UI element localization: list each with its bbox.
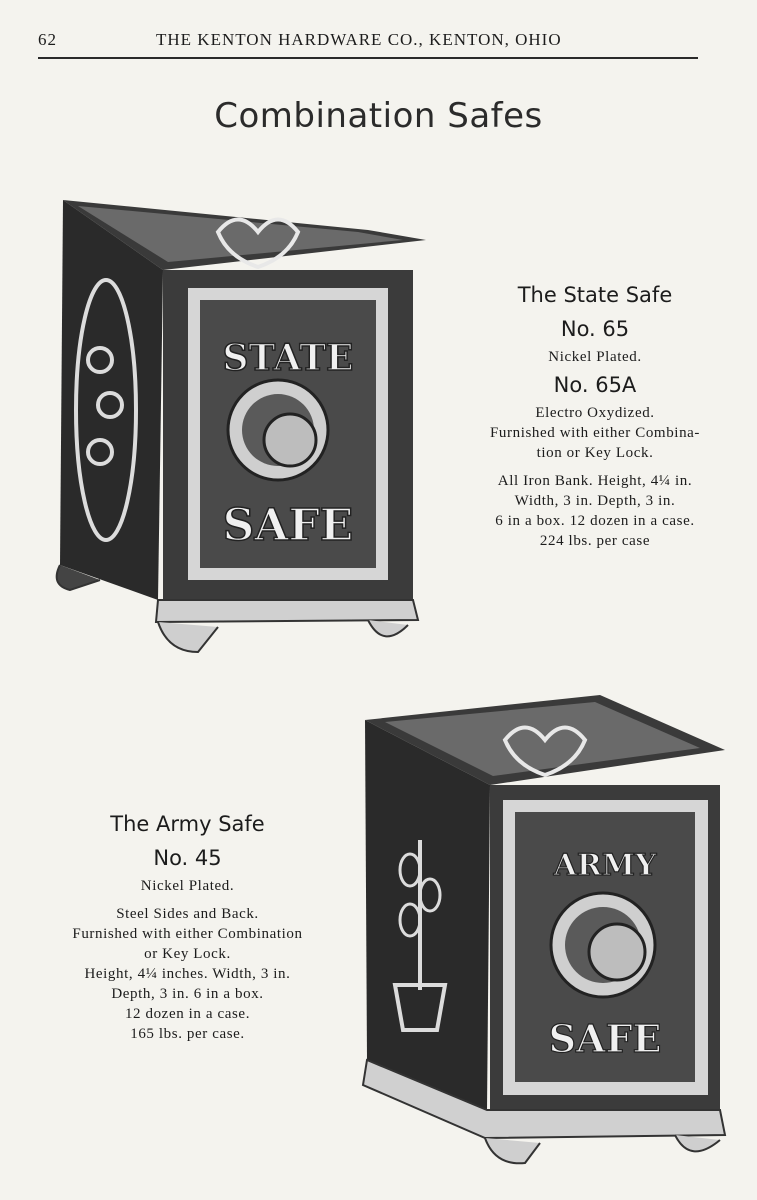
safe-foot-left (485, 1138, 540, 1163)
army-safe-lock-1: Furnished with either Combination (72, 926, 303, 942)
army-safe-spec-4: 165 lbs. per case. (130, 1026, 245, 1042)
header-rule (38, 57, 698, 59)
page-title: Combination Safes (214, 96, 543, 136)
army-safe-number: No. 45 (153, 846, 222, 870)
state-safe-illustration (38, 190, 428, 660)
state-safe-alt-number: No. 65A (553, 373, 637, 397)
safe-foot-right (675, 1135, 720, 1151)
army-safe-lock-2: or Key Lock. (144, 946, 231, 962)
army-safe-illustration (355, 690, 735, 1170)
door-label-top: STATE (222, 337, 354, 379)
safe-base (156, 600, 418, 622)
door-label-top: ARMY (553, 848, 657, 883)
state-safe-title: The State Safe (517, 283, 673, 307)
army-safe-spec-2: Depth, 3 in. 6 in a box. (111, 986, 264, 1002)
state-safe-lock-2: tion or Key Lock. (536, 445, 654, 461)
army-safe-spec-3: 12 dozen in a case. (124, 1006, 251, 1022)
army-safe-finish: Nickel Plated. (140, 878, 235, 894)
dial-knob (589, 924, 645, 980)
state-safe-alt-finish: Electro Oxydized. (535, 405, 655, 421)
state-safe-description (440, 283, 750, 551)
state-safe-finish: Nickel Plated. (548, 349, 642, 365)
army-safe-sides: Steel Sides and Back. (116, 906, 259, 922)
state-safe-spec-4: 224 lbs. per case (539, 533, 651, 549)
army-safe-spec-1: Height, 4¼ inches. Width, 3 in. (84, 966, 291, 982)
state-safe-lock-1: Furnished with either Combina- (489, 425, 701, 441)
page-header (38, 26, 698, 54)
army-safe-title: The Army Safe (110, 812, 265, 836)
state-safe-number: No. 65 (560, 317, 630, 341)
army-safe-description (20, 812, 355, 1044)
door-label-bottom: SAFE (222, 500, 354, 551)
door-label-bottom: SAFE (548, 1016, 662, 1061)
dial-knob (264, 414, 316, 466)
page-number: 62 (38, 30, 57, 49)
state-safe-spec-3: 6 in a box. 12 dozen in a case. (495, 513, 695, 529)
state-safe-spec-2: Width, 3 in. Depth, 3 in. (514, 493, 676, 509)
running-head: THE KENTON HARDWARE CO., KENTON, OHIO (156, 30, 562, 49)
safe-foot-left (158, 622, 218, 652)
state-safe-spec-1: All Iron Bank. Height, 4¼ in. (497, 473, 693, 489)
safe-left-side (365, 720, 490, 1110)
safe-foot-right (368, 620, 408, 636)
